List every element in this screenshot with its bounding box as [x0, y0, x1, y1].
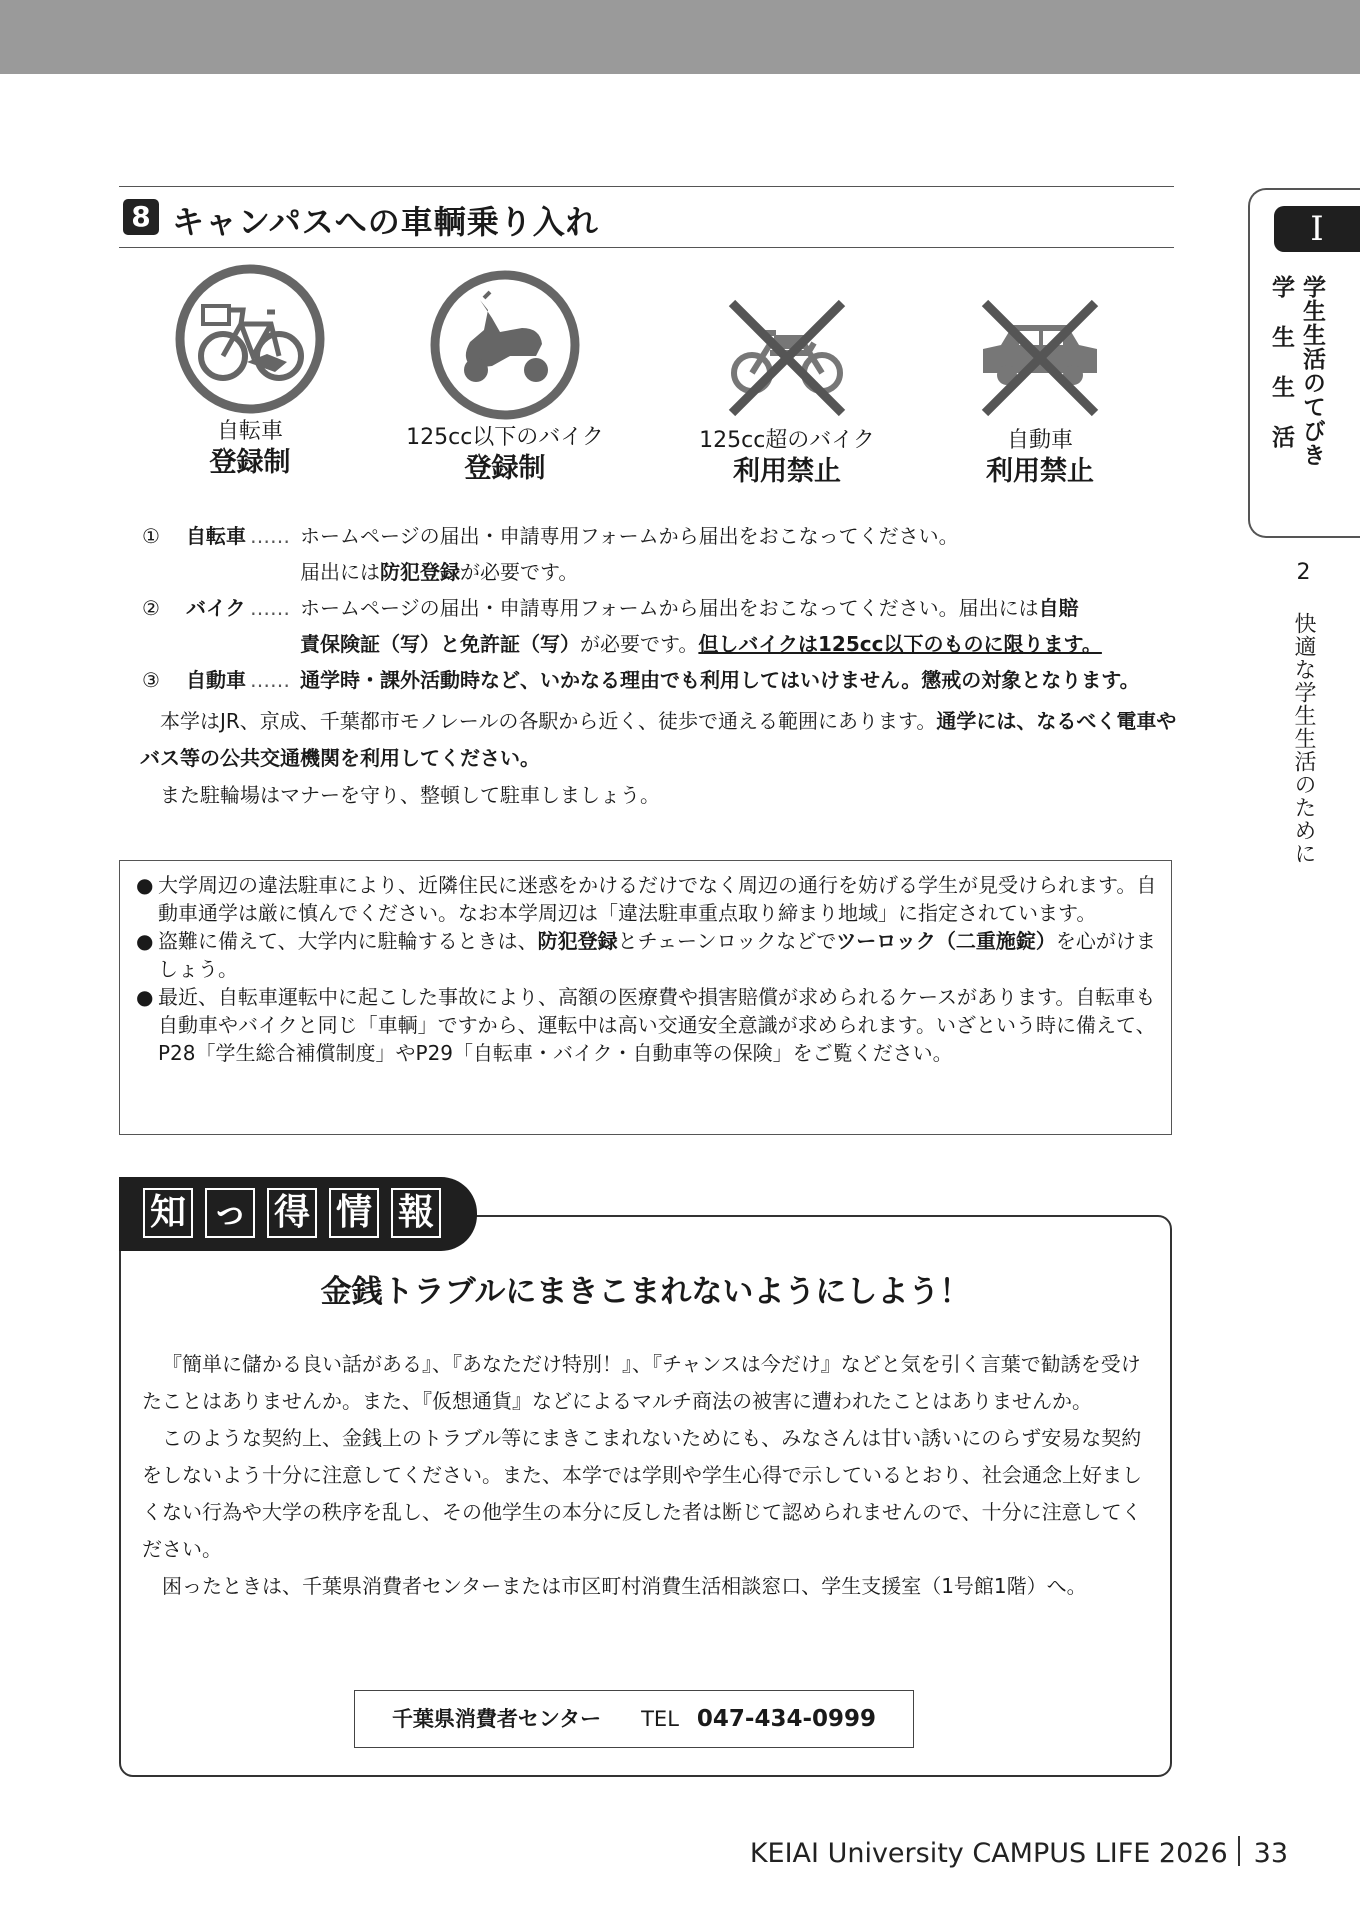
vehicle-motorcycle	[667, 293, 907, 489]
section-chapter-title: 2 快適な学生生活のために	[1291, 560, 1316, 865]
vehicle-main: 登録制	[209, 447, 291, 478]
contact-box	[354, 1690, 914, 1748]
parking-paragraph: また駐輪場はマナーを守り、整頓して駐車しましょう。	[160, 783, 660, 807]
rule-text: ホームページの届出・申請専用フォームから届出をおこなってください。	[300, 524, 959, 548]
contact-name: 千葉県消費者センター	[391, 1707, 602, 1731]
rule-number: ①	[142, 524, 160, 548]
notice-item: ● 大学周辺の違法駐車により、近隣住民に迷惑をかけるだけでなく周辺の通行を妨げる学生が見受けられます。自動車通学は厳に慎んでください。なお本学周辺は「違法駐車重点取り締まり地域」に指定されています。	[136, 873, 1157, 925]
vehicle-rules	[140, 518, 1180, 698]
contact-tel: 047-434-0999	[696, 1706, 877, 1732]
scooter-icon	[430, 270, 580, 420]
rule-text: 通学時・課外活動時など、いかなる理由でも利用してはいけません。懲戒の対象となります。	[300, 668, 1140, 692]
rule-name: バイク	[186, 596, 246, 620]
contact-tel-label: TEL	[641, 1707, 679, 1731]
rule-dots: ……	[250, 596, 290, 620]
tip-paragraph: このような契約上、金銭上のトラブル等にまきこまれないためにも、みなさんは甘い誘いにのらず安易な契約をしないよう十分に注意してください。また、本学では学則や学生心得で示しているとおり、社会通念上好ましくない行為や大学の秩序を乱し、その他学生の本分に反した者は断じて認められませんので、十分に注意してください。	[142, 1426, 1142, 1561]
tip-title: 金銭トラブルにまきこまれないようにしよう！	[320, 1274, 971, 1310]
rule-bike	[140, 590, 1180, 662]
rule-bicycle	[140, 518, 1180, 590]
car-crossed-icon	[975, 293, 1105, 423]
rule-name: 自転車	[186, 524, 246, 548]
vehicle-scooter	[385, 270, 625, 486]
vehicle-sub: 自転車	[216, 419, 283, 444]
footer-text: KEIAI University CAMPUS LIFE 2026	[749, 1838, 1228, 1869]
rule-text: ホームページの届出・申請専用フォームから届出をおこなってください。届出には自賠	[300, 596, 1079, 620]
rule-number: ③	[142, 668, 160, 692]
section-header	[119, 186, 1174, 248]
vehicle-car	[920, 293, 1160, 489]
chapter-number: I	[1274, 206, 1360, 252]
chapter-title: 学生生活のてびき	[1299, 275, 1325, 467]
vehicle-sub: 125cc超のバイク	[699, 428, 875, 453]
commute-paragraph: 本学はJR、京成、千葉都市モノレールの各駅から近く、徒歩で通える範囲にあります。通学には、なるべく電車やバス等の公共交通機関を利用してください。	[140, 709, 1177, 770]
rule-dots: ……	[250, 668, 290, 692]
rule-number: ②	[142, 596, 160, 620]
chapter-subtitle: 学生生活	[1268, 275, 1294, 475]
tip-body	[142, 1346, 1152, 1605]
vehicle-sub: 自動車	[1006, 428, 1073, 453]
page-footer	[750, 1836, 1288, 1869]
tip-badge: 知 っ 得 情 報	[119, 1177, 477, 1251]
rule-car	[140, 662, 1180, 698]
notice-item: ● 盗難に備えて、大学内に駐輪するときは、防犯登録とチェーンロックなどでツーロック（二重施錠）を心がけましょう。	[136, 929, 1156, 981]
section-title: キャンパスへの車輌乗り入れ	[172, 203, 599, 241]
rule-text: 責保険証（写）と免許証（写）が必要です。但しバイクは125cc以下のものに限ります。	[300, 632, 1102, 656]
section-number: 8	[123, 199, 159, 235]
rule-name: 自動車	[186, 668, 246, 692]
notice-box	[119, 860, 1172, 1135]
motorcycle-crossed-icon	[722, 293, 852, 423]
notice-item: ● 最近、自転車運転中に起こした事故により、高額の医療費や損害賠償が求められるケースがあります。自転車も自動車やバイクと同じ「車輌」ですから、運転中は高い交通安全意識が求められます。いざという時に備えて、P28「学生総合補償制度」やP29「自転車・バイク・自動車等の保険」をご覧ください。	[136, 985, 1156, 1065]
vehicle-bicycle	[130, 264, 370, 480]
rule-text: 届出には防犯登録が必要です。	[300, 560, 579, 584]
rule-dots: ……	[250, 524, 290, 548]
tip-paragraph: 『簡単に儲かる良い話がある』、『あなただけ特別！』、『チャンスは今だけ』などと気を引く言葉で勧誘を受けたことはありませんか。また、『仮想通貨』などによるマルチ商法の被害に遭われたことはありませんか。	[142, 1352, 1141, 1413]
vehicle-main: 登録制	[464, 453, 546, 484]
vehicle-main: 利用禁止	[986, 456, 1094, 487]
top-bar	[0, 0, 1360, 74]
tip-paragraph: 困ったときは、千葉県消費者センターまたは市区町村消費生活相談窓口、学生支援室（1号館1階）へ。	[162, 1574, 1087, 1598]
bicycle-icon	[175, 264, 325, 414]
vehicle-main: 利用禁止	[733, 456, 841, 487]
vehicle-sub: 125cc以下のバイク	[406, 425, 604, 450]
page-number: 33	[1253, 1838, 1288, 1869]
